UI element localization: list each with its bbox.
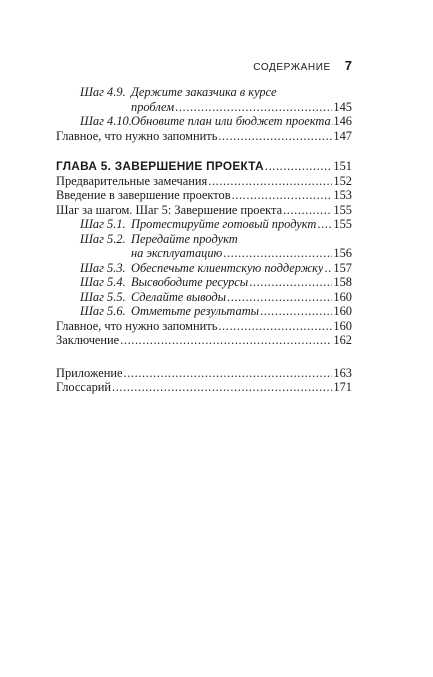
- step-number: Шаг 5.5.: [80, 289, 126, 304]
- step-title: Высвободите ресурсы: [131, 275, 249, 289]
- entry-title: Заключение: [56, 333, 120, 347]
- step-title: Обеспечьте клиентскую поддержку: [131, 260, 324, 275]
- toc-entry-step-5-4[interactable]: [56, 275, 352, 290]
- toc-entry-step-4-10[interactable]: [56, 114, 352, 129]
- page-ref: 157: [333, 260, 352, 275]
- step-title: Отметьте результаты: [131, 304, 260, 318]
- dot-leader: [249, 275, 332, 290]
- entry-title: Шаг за шагом. Шаг 5: Завершение проекта: [56, 202, 283, 217]
- entry-title: Введение в завершение проектов: [56, 188, 231, 202]
- page-ref: 151: [333, 159, 352, 173]
- dot-leader: [317, 217, 332, 232]
- toc-entry-step-5-5[interactable]: [56, 290, 352, 305]
- toc-entry-intro[interactable]: [56, 188, 352, 203]
- toc-entry-summary-4[interactable]: [56, 129, 352, 144]
- entry-title: Глоссарий: [56, 380, 112, 394]
- dot-leader: [324, 261, 332, 276]
- page-ref: 152: [333, 173, 352, 188]
- table-of-contents: [56, 85, 352, 395]
- dot-leader: [124, 366, 333, 381]
- dot-leader: [218, 129, 332, 144]
- page-ref: 171: [333, 380, 352, 394]
- toc-entry-step-5-6[interactable]: [56, 304, 352, 319]
- page-ref: 146: [333, 114, 352, 128]
- dot-leader: [283, 203, 332, 218]
- entry-title: Главное, что нужно запомнить: [56, 128, 218, 143]
- page-ref: 160: [333, 289, 352, 304]
- dot-leader: [232, 188, 333, 203]
- entry-title: Предварительные замечания: [56, 173, 208, 188]
- dot-leader: [332, 114, 333, 129]
- dot-leader: [260, 304, 332, 319]
- toc-entry-glossary[interactable]: [56, 380, 352, 395]
- step-title-continued: проблем: [131, 99, 175, 114]
- chapter-title: ГЛАВА 5. ЗАВЕРШЕНИЕ ПРОЕКТА: [56, 159, 264, 173]
- dot-leader: [120, 333, 332, 348]
- dot-leader: [218, 319, 332, 334]
- page-ref: 153: [333, 188, 352, 202]
- dot-leader: [223, 246, 332, 261]
- step-number: Шаг 5.3.: [80, 260, 126, 275]
- toc-entry-conclusion[interactable]: [56, 333, 352, 348]
- step-title: Обновите план или бюджет проекта: [131, 114, 331, 128]
- toc-entry-prelim[interactable]: [56, 174, 352, 189]
- toc-entry-step-4-9[interactable]: [56, 85, 352, 114]
- toc-entry-step-5-2[interactable]: [56, 232, 352, 261]
- dot-leader: [175, 100, 332, 115]
- entry-title: Главное, что нужно запомнить: [56, 318, 218, 333]
- dot-leader: [227, 290, 332, 305]
- page-ref: 155: [333, 217, 352, 231]
- page-ref: 155: [333, 202, 352, 217]
- step-title: Передайте продукт: [131, 231, 238, 246]
- dot-leader: [112, 380, 332, 395]
- step-title: Держите заказчика в курсе: [131, 85, 277, 99]
- step-number: Шаг 5.1.: [80, 217, 126, 231]
- section-spacer: [56, 348, 352, 366]
- page-number: 7: [344, 58, 352, 73]
- entry-title: Приложение: [56, 365, 123, 380]
- page-ref: 156: [333, 246, 352, 260]
- step-number: Шаг 4.10.: [80, 114, 132, 128]
- page-ref: 163: [333, 365, 352, 380]
- step-number: Шаг 4.9.: [80, 85, 126, 99]
- page-ref: 160: [333, 318, 352, 333]
- toc-entry-step-by-step[interactable]: [56, 203, 352, 218]
- toc-entry-appendix[interactable]: [56, 366, 352, 381]
- dot-leader: [265, 159, 333, 174]
- toc-entry-step-5-3[interactable]: [56, 261, 352, 276]
- toc-entry-chapter-5[interactable]: [56, 159, 352, 174]
- page-ref: 160: [333, 304, 352, 318]
- page-ref: 162: [333, 333, 352, 347]
- step-number: Шаг 5.2.: [80, 231, 126, 246]
- step-title: Сделайте выводы: [131, 289, 227, 304]
- running-head-title: СОДЕРЖАНИЕ: [253, 62, 331, 73]
- page-ref: 147: [333, 128, 352, 143]
- step-title: Протестируйте готовый продукт: [131, 217, 317, 231]
- step-title-continued: на эксплуатацию: [131, 246, 223, 260]
- page-ref: 145: [333, 99, 352, 114]
- page-ref: 158: [333, 275, 352, 289]
- dot-leader: [208, 174, 332, 189]
- step-number: Шаг 5.6.: [80, 304, 126, 318]
- toc-entry-step-5-1[interactable]: [56, 217, 352, 232]
- toc-entry-summary-5[interactable]: [56, 319, 352, 334]
- running-head: [56, 58, 352, 73]
- step-number: Шаг 5.4.: [80, 275, 126, 289]
